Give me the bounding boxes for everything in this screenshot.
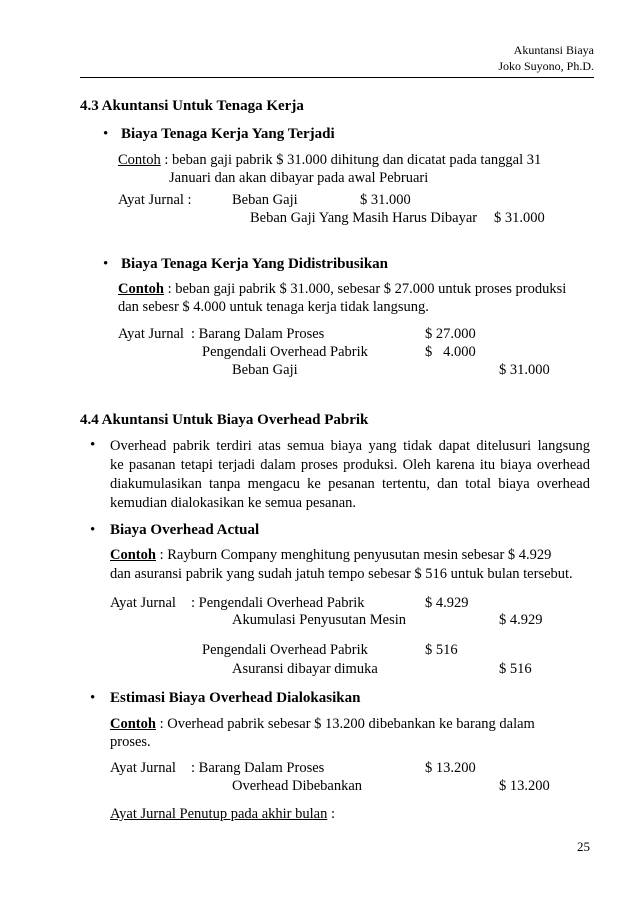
header-author: Joko Suyono, Ph.D. [498,59,594,73]
journal-entry-2-credit: Asuransi dibayar dimuka [232,661,378,677]
paragraph-line: ke pasanan tetapi terjadi dalam proses produksi. Oleh karena itu biaya overhead [110,457,590,473]
journal-label: Ayat Jurnal [110,760,176,776]
journal-entry-credit: Overhead Dibebankan [232,778,363,794]
overhead-intro-paragraph [110,437,590,513]
bullet-labor-distributed-title: Biaya Tenaga Kerja Yang Didistribusikan [121,256,389,272]
journal-row-2-account: Pengendali Overhead Pabrik [202,344,368,360]
journal-credit-account: Beban Gaji Yang Masih Harus Dibayar [250,210,478,226]
example-4-line-2: proses. [110,734,151,750]
example-2-line-1 [118,281,590,298]
example-3-line-1 [110,547,590,564]
bullet-actual-overhead-title: Biaya Overhead Actual [110,522,260,538]
journal-entry-credit-amount: $ 13.200 [499,778,550,794]
example-label: Contoh [118,152,161,168]
journal-row-3-account: Beban Gaji [232,362,298,378]
journal-row-2-amount: $ 4.000 [425,344,476,360]
journal-row-1-account: : Barang Dalam Proses [191,326,325,342]
example-1-line-1 [118,152,541,169]
journal-label: Ayat Jurnal : [118,192,192,208]
bullet-labor-incurred-title: Biaya Tenaga Kerja Yang Terjadi [121,126,335,142]
example-text: : beban gaji pabrik $ 31.000, sebesar $ 27.000 untuk proses produksi [163,281,567,297]
journal-entry-1-debit: : Pengendali Overhead Pabrik [191,595,365,611]
journal-credit-amount: $ 31.000 [494,210,545,226]
journal-debit-amount: $ 31.000 [360,192,411,208]
paragraph-line: kemudian dialokasikan ke semua pesanan. [110,495,357,511]
example-text: : beban gaji pabrik $ 31.000 dihitung dan dicatat pada tanggal 31 [160,152,542,168]
bullet-estimated-overhead-title: Estimasi Biaya Overhead Dialokasikan [110,690,361,706]
bullet-icon: • [103,126,109,142]
bullet-icon: • [103,256,109,272]
journal-label: Ayat Jurnal [110,595,176,611]
header-title: Akuntansi Biaya [513,43,594,57]
example-label: Contoh [110,547,156,563]
closing-journal-line [110,806,335,823]
closing-journal-suffix: : [327,806,335,822]
section-4-3-title: 4.3 Akuntansi Untuk Tenaga Kerja [80,98,304,114]
example-text: : Overhead pabrik sebesar $ 13.200 dibebankan ke barang dalam [155,716,535,732]
journal-entry-1-debit-amount: $ 4.929 [425,595,469,611]
journal-label: Ayat Jurnal [118,326,184,342]
example-1-line-2: Januari dan akan dibayar pada awal Pebruari [169,170,429,186]
journal-row-1-amount: $ 27.000 [425,326,476,342]
journal-entry-1-credit-amount: $ 4.929 [499,612,543,628]
closing-journal-label: Ayat Jurnal Penutup pada akhir bulan [110,806,328,822]
example-2-line-2: dan sebesr $ 4.000 untuk tenaga kerja tidak langsung. [118,299,429,315]
bullet-icon: • [90,690,96,706]
journal-entry-debit-amount: $ 13.200 [425,760,476,776]
example-label: Contoh [118,281,164,297]
example-text: : Rayburn Company menghitung penyusutan mesin sebesar $ 4.929 [155,547,552,563]
journal-debit-account: Beban Gaji [232,192,298,208]
paragraph-line: Overhead pabrik terdiri atas semua biaya yang tidak dapat ditelusuri langsung [110,438,590,454]
page-number: 25 [577,839,590,854]
header-rule [80,77,594,78]
bullet-icon: • [90,437,96,453]
example-label: Contoh [110,716,156,732]
paragraph-line: diakumulasikan tanpa mengacu ke pesanan tertentu, dan total biaya overhead [110,476,590,492]
journal-entry-debit: : Barang Dalam Proses [191,760,325,776]
bullet-icon: • [90,522,96,538]
section-4-4-title: 4.4 Akuntansi Untuk Biaya Overhead Pabrik [80,412,369,428]
journal-entry-2-credit-amount: $ 516 [499,661,532,677]
journal-entry-2-debit: Pengendali Overhead Pabrik [202,642,368,658]
example-3-line-2: dan asuransi pabrik yang sudah jatuh tempo sebesar $ 516 untuk bulan tersebut. [110,566,573,582]
journal-entry-2-debit-amount: $ 516 [425,642,458,658]
example-4-line-1 [110,716,590,733]
journal-row-3-amount: $ 31.000 [499,362,550,378]
journal-entry-1-credit: Akumulasi Penyusutan Mesin [232,612,406,628]
